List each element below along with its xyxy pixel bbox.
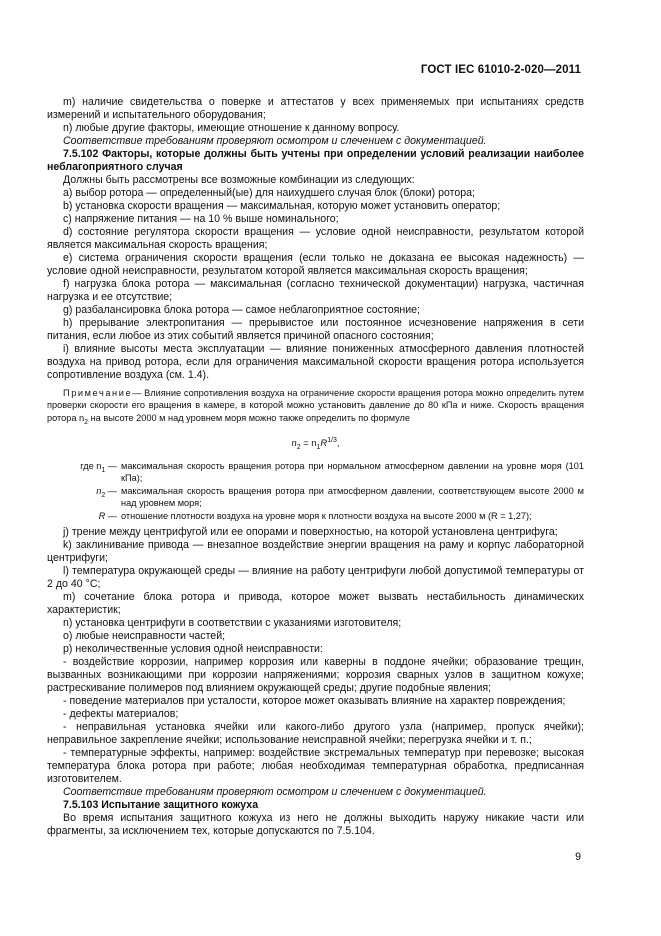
page-number: 9 (575, 851, 581, 863)
formula-rhs-sub: 1 (316, 444, 321, 452)
formula-exponent: 1/3 (327, 437, 337, 445)
compliance-statement-2: Соответствие требованиям проверяют осмотром и слечением с документацией. (63, 786, 487, 799)
dash-item-defects: - дефекты материалов; (63, 708, 179, 721)
dash-item-installation: - неправильная установка ячейки или какого-либо другого узла (например, пропуск ячейки); неправильное закрепление ячейки; использование неисправной ячейки; перегрузка ячейки и т. п.; (47, 721, 584, 747)
definition-n2 (47, 485, 584, 510)
list-item-n2: n) установка центрифуги в соответствии с указаниями изготовителя; (63, 617, 402, 630)
def-dash: — (105, 485, 117, 496)
dash-item-corrosion: - воздействие коррозии, например коррозия или каверны в поддоне ячейки; образование трещин, вызванных возникающими при коррозии напряжениями; коррозия сварных узлов в защитном кожухе; растрескивание полимеров под влиянием окружающей среды; другие подобные явления; (47, 656, 584, 695)
note (47, 387, 584, 429)
formula-lhs-sub: 2 (296, 444, 301, 452)
note-text-1: — Влияние сопротивления воздуха на ограничение скорости вращения ротора можно определить путем проверки скорости его вращения в камере, в которой можно установить давление до 80 кПа и ниже. Скорость вращения ротора n (47, 388, 584, 423)
def-term: R (98, 510, 106, 521)
list-item-b: b) установка скорости вращения — максимальная, которую может установить оператор; (63, 200, 501, 212)
def-sub: 2 (101, 491, 106, 499)
section-heading-7-5-102: 7.5.102 Факторы, которые должны быть учтены при определении условий реализации наиболее неблагоприятного случая (47, 148, 584, 173)
list-item-l: l) температура окружающей среды — влияние на работу центрифуги любой допустимой температуры от 2 до 40 °С; (47, 565, 584, 591)
list-item-h: h) прерывание электропитания — прерывистое или постоянное исчезновение напряжения в сети питания, если любое из этих событий является причиной опасного состояния; (47, 317, 584, 342)
compliance-statement: Соответствие требованиям проверяют осмотром и слечением с документацией. (63, 135, 487, 147)
note-label: Примечание (63, 388, 133, 398)
formula-eq: = n (300, 437, 317, 449)
list-item-f: f) нагрузка блока ротора — максимальная (согласно технической документации) нагрузка, частичная нагрузка и ее отсутствие; (47, 278, 584, 303)
list-item-i: i) влияние высоты места эксплуатации — влияние пониженных атмосферного давления плотностей воздуха на привод ротора, если для ограничения максимальной скорости вращения ротора используется сопротивление воздуха (см. 1.4). (47, 343, 584, 381)
def-dash: — (105, 510, 117, 521)
list-item-g: g) разбалансировка блока ротора — самое неблагоприятное состояние; (63, 304, 420, 316)
def-text: отношение плотности воздуха на уровне моря к плотности воздуха на высоте 2000 м (R = 1,27); (121, 510, 532, 521)
formula (47, 434, 584, 454)
running-header: ГОСТ IEC 61010-2-020—2011 (420, 64, 581, 76)
definition-r (47, 510, 584, 522)
def-term: n (96, 485, 102, 496)
dash-item-temperature: - температурные эффекты, например: воздействие экстремальных температур при перевозке; высокая температура блока ротора при работе; любая необходимая температурная обработка, предписанная изготовителем. (47, 747, 584, 786)
list-item-o: o) любые неисправности частей; (63, 630, 226, 643)
def-term: где n (80, 461, 102, 472)
list-item-m: m) наличие свидетельства о поверке и аттестатов у всех применяемых при испытаниях средств измерений и испытательного оборудования; (47, 96, 584, 121)
note-subscript: 2 (84, 418, 89, 426)
list-item-n: n) любые другие факторы, имеющие отношение к данному вопросу. (63, 122, 400, 134)
formula-r: R (320, 437, 328, 449)
list-item-k: k) заклинивание привода — внезапное воздействие энергии вращения на раму и корпус лабораторной центрифуги; (47, 539, 584, 565)
formula-lhs: n (291, 437, 297, 449)
def-dash: — (105, 461, 117, 472)
list-item-d: d) состояние регулятора скорости вращения — условие одной неисправности, результатом которой является максимальная скорость вращения; (47, 226, 584, 251)
def-text: максимальная скорость вращения ротора при нормальном атмосферном давлении на уровне моря (101 кПа); (121, 461, 584, 484)
document-body (47, 96, 584, 838)
last-paragraph: Во время испытания защитного кожуха из него не должны выходить наружу никакие части или фрагменты, за исключением тех, которые допускаются по 7.5.104. (47, 812, 584, 838)
dash-item-fatigue: - поведение материалов при усталости, которое может оказывать влияние на характер повреждения; (63, 695, 566, 708)
list-item-c: c) напряжение питания — на 10 % выше номинального; (63, 213, 339, 225)
section-heading-7-5-103: 7.5.103 Испытание защитного кожуха (63, 799, 259, 812)
definition-n1 (47, 460, 584, 485)
list-item-a: a) выбор ротора — определенный(ые) для наихудшего случая блок (блоки) ротора; (63, 187, 475, 199)
def-text: максимальная скорость вращения ротора при атмосферном давлении, соответствующем высоте 2000 м над уровнем моря; (121, 485, 584, 509)
list-item-j: j) трение между центрифугой или ее опорами и поверхностью, на которой установлена центрифуга; (63, 526, 558, 539)
def-sub: 1 (101, 466, 106, 474)
list-item-p: p) неколичественные условия одной неисправности: (63, 643, 323, 656)
list-item-m2: m) сочетание блока ротора и привода, которое может вызвать нестабильность динамических характеристик; (47, 591, 584, 617)
list-item-e: e) система ограничения скорости вращения (если только не доказана ее высокая надежность) — условие одной неисправности, результатом которой является максимальная скорость вращения; (47, 252, 584, 277)
intro-paragraph: Должны быть рассмотрены все возможные комбинации из следующих: (63, 174, 415, 186)
note-text-2: на высоте 2000 м над уровнем моря можно также определить по формуле (88, 412, 410, 423)
formula-end: , (336, 437, 340, 449)
